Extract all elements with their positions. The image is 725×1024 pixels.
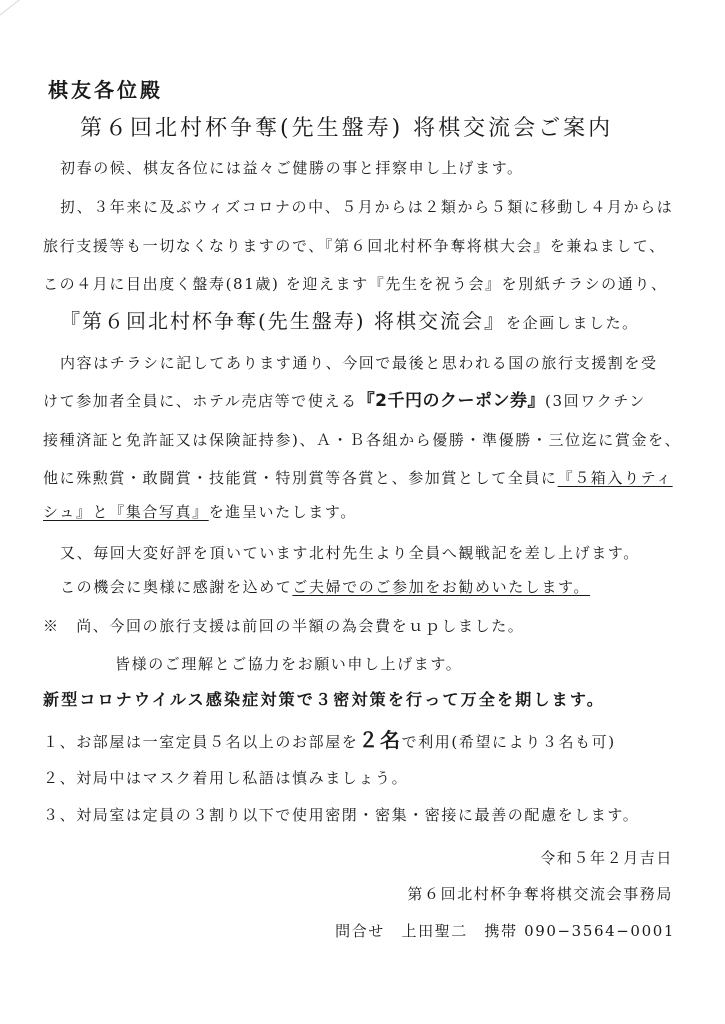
paper-fold-mark bbox=[0, 0, 67, 31]
text-segment: で利用(希望により３名も可) bbox=[401, 733, 616, 751]
paragraph-line: 内容はチラシに記してあります通り、今回で最後と思われる国の旅行支援割を受 bbox=[60, 354, 658, 372]
text-segment: けて参加者全員に、ホテル売店等で使える bbox=[43, 392, 358, 410]
event-name: 『第６回北村杯争奪(先生盤寿) 将棋交流会』 bbox=[60, 309, 506, 333]
underlined-text: シュ』と『集合写真』 bbox=[43, 503, 209, 521]
text-segment: (3回ワクチン bbox=[545, 392, 646, 410]
paragraph-line: この４月に目出度く盤寿(81歳) を迎えます『先生を祝う会』を別紙チラシの通り、 bbox=[43, 275, 668, 293]
text-segment: を進呈いたします。 bbox=[208, 503, 357, 521]
measure-item: ２、対局中はマスク着用し私語は慎みましょう。 bbox=[43, 769, 409, 787]
paragraph-line: 又、毎回大変好評を頂いています北村先生より全員へ観戦記を差し上げます。 bbox=[60, 544, 640, 562]
note-line: 皆様のご理解とご協力をお願い申し上げます。 bbox=[115, 655, 463, 673]
event-name-line bbox=[60, 311, 639, 333]
contact-info: 問合せ 上田聖二 携帯 090−3564−0001 bbox=[335, 922, 675, 940]
emphasis-text: ２名 bbox=[358, 728, 402, 752]
underlined-text: ご夫婦でのご参加をお勧めいたします。 bbox=[292, 578, 591, 596]
paragraph-line: 接種済証と免許証又は保険証持参)、Ａ・Ｂ各組から優勝・準優勝・三位迄に賞金を、 bbox=[43, 431, 682, 449]
invitation-line bbox=[60, 577, 590, 597]
text-segment: この機会に奥様に感謝を込めて bbox=[60, 578, 293, 596]
prize-line-cont bbox=[43, 502, 357, 522]
date: 令和５年２月吉日 bbox=[540, 849, 673, 867]
underlined-text: 『５箱入りティ bbox=[557, 469, 673, 487]
note-line: ※ 尚、今回の旅行支援は前回の半額の為会費をｕｐしました。 bbox=[43, 617, 525, 635]
text-segment: 他に殊勲賞・敢闘賞・技能賞・特別賞等各賞と、参加賞として全員に bbox=[43, 469, 558, 487]
covid-headline: 新型コロナウイルス感染症対策で３密対策を行って万全を期します。 bbox=[43, 690, 605, 709]
text-segment: １、お部屋は一室定員５名以上のお部屋を bbox=[43, 733, 359, 751]
office-name: 第６回北村杯争奪将棋交流会事務局 bbox=[407, 885, 673, 903]
coupon-line bbox=[43, 391, 646, 411]
event-plan-text: を企画しました。 bbox=[505, 314, 639, 332]
greeting-line: 初春の候、棋友各位には益々ご健勝の事と拝察申し上げます。 bbox=[60, 159, 524, 177]
measure-item bbox=[43, 730, 616, 752]
prize-line bbox=[43, 468, 673, 488]
coupon-text: 『2千円のクーポン券』 bbox=[357, 391, 545, 411]
paragraph-line: 旅行支援等も一切なくなりますので、『第６回北村杯争奪将棋大会』を兼ねまして、 bbox=[43, 237, 666, 255]
paragraph-line: 扨、３年来に及ぶウィズコロナの中、５月からは２類から５類に移動し４月からは bbox=[60, 198, 674, 216]
document-title: 第６回北村杯争奪(先生盤寿) 将棋交流会ご案内 bbox=[80, 116, 614, 141]
measure-item: ３、対局室は定員の３割り以下で使用密閉・密集・密接に最善の配慮をします。 bbox=[43, 806, 640, 824]
addressee: 棋友各位殿 bbox=[48, 78, 163, 102]
